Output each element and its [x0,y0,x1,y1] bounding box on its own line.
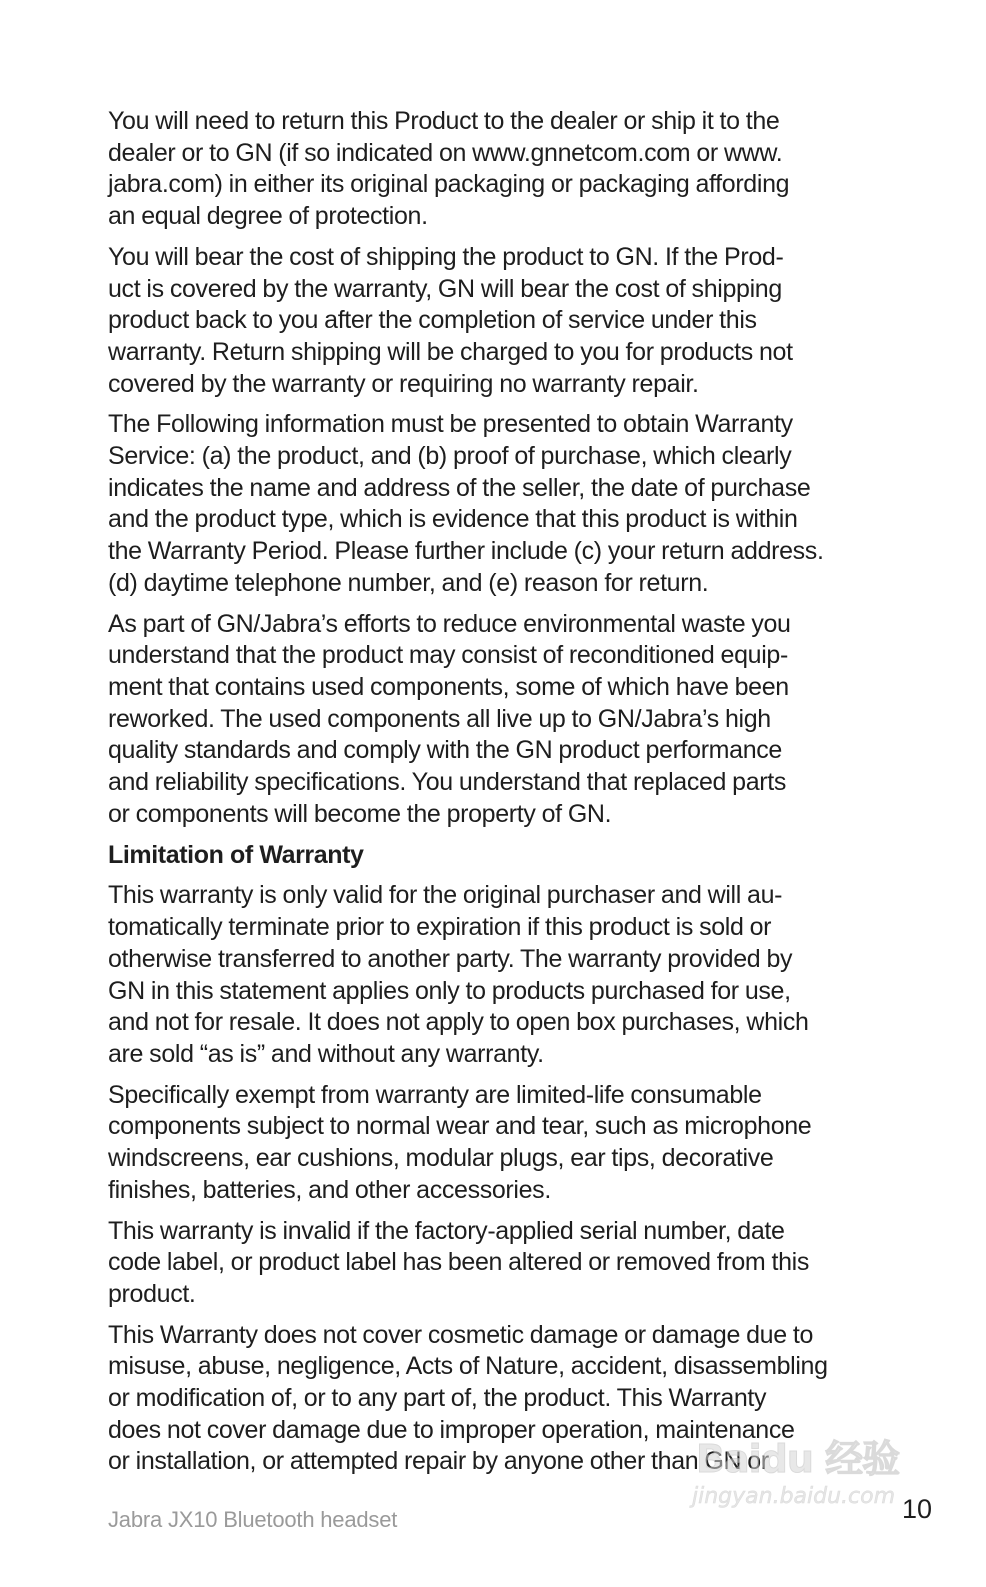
text-line: Service: (a) the product, and (b) proof of purchase, which clearly [108,442,792,471]
text-line: ment that contains used components, some of which have been [108,672,789,701]
paragraph [108,1216,878,1311]
text-line: GN in this statement applies only to products purchased for use, [108,976,791,1005]
paragraphs-before-heading [108,106,878,830]
text-line: product back to you after the completion of service under this [108,306,757,335]
paragraph [108,1080,878,1207]
text-line: This warranty is invalid if the factory-applied serial number, date [108,1216,785,1245]
watermark-logo-text: Baidu 经验 [696,1437,900,1481]
paragraph [108,242,878,401]
text-line: uct is covered by the warranty, GN will bear the cost of shipping [108,274,782,303]
footer-product-name: Jabra JX10 Bluetooth headset [108,1507,398,1532]
text-line: or modification of, or to any part of, the product. This Warranty [108,1384,767,1413]
section-heading: Limitation of Warranty [108,841,364,870]
page-number: 10 [901,1494,932,1524]
text-line: You will bear the cost of shipping the product to GN. If the Prod- [108,242,784,271]
text-line: The Following information must be presented to obtain Warranty [108,410,793,439]
paragraph [108,106,878,233]
text-line: jabra.com) in either its original packaging or packaging affording [108,170,790,199]
text-line: covered by the warranty or requiring no warranty repair. [108,369,699,398]
text-line: an equal degree of protection. [108,202,428,231]
document-body [108,106,878,1487]
text-line: reworked. The used components all live up to GN/Jabra’s high [108,704,771,733]
text-line: are sold “as is” and without any warranty. [108,1039,544,1068]
text-line: the Warranty Period. Please further include (c) your return address. [108,537,824,566]
paragraphs-after-heading [108,880,878,1478]
paragraph [108,609,878,831]
text-line: and not for resale. It does not apply to open box purchases, which [108,1008,809,1037]
text-line: components subject to normal wear and tear, such as microphone [108,1112,812,1141]
baidu-watermark [688,1420,920,1530]
text-line: (d) daytime telephone number, and (e) reason for return. [108,568,709,597]
text-line: product. [108,1279,196,1308]
text-line: Specifically exempt from warranty are limited-life consumable [108,1080,762,1109]
text-line: and the product type, which is evidence that this product is within [108,505,798,534]
text-line: indicates the name and address of the seller, the date of purchase [108,473,811,502]
text-line: As part of GN/Jabra’s efforts to reduce environmental waste you [108,609,791,638]
watermark-url: jingyan.baidu.com [692,1484,896,1509]
text-line: warranty. Return shipping will be charged to you for products not [108,337,793,366]
text-line: misuse, abuse, negligence, Acts of Nature, accident, disassembling [108,1352,828,1381]
text-line: or components will become the property of GN. [108,799,612,828]
text-line: You will need to return this Product to the dealer or ship it to the [108,107,780,135]
text-line: quality standards and comply with the GN product performance [108,736,782,765]
text-line: does not cover damage due to improper operation, maintenance [108,1415,795,1444]
text-line: and reliability specifications. You understand that replaced parts [108,768,787,797]
text-line: understand that the product may consist of reconditioned equip- [108,641,788,670]
text-line: tomatically terminate prior to expiration if this product is sold or [108,913,772,942]
paragraph [108,880,878,1070]
text-line: dealer or to GN (if so indicated on www.gnnetcom.com or www. [108,138,783,167]
text-line: This warranty is only valid for the original purchaser and will au- [108,881,783,910]
paragraph [108,409,878,599]
text-line: otherwise transferred to another party. The warranty provided by [108,944,793,973]
text-line: code label, or product label has been altered or removed from this [108,1248,809,1277]
text-line: windscreens, ear cushions, modular plugs, ear tips, decorative [108,1144,774,1173]
text-line: This Warranty does not cover cosmetic damage or damage due to [108,1320,814,1349]
text-line: finishes, batteries, and other accessories. [108,1175,551,1204]
text-line: or installation, or attempted repair by anyone other than GN or [108,1447,769,1476]
